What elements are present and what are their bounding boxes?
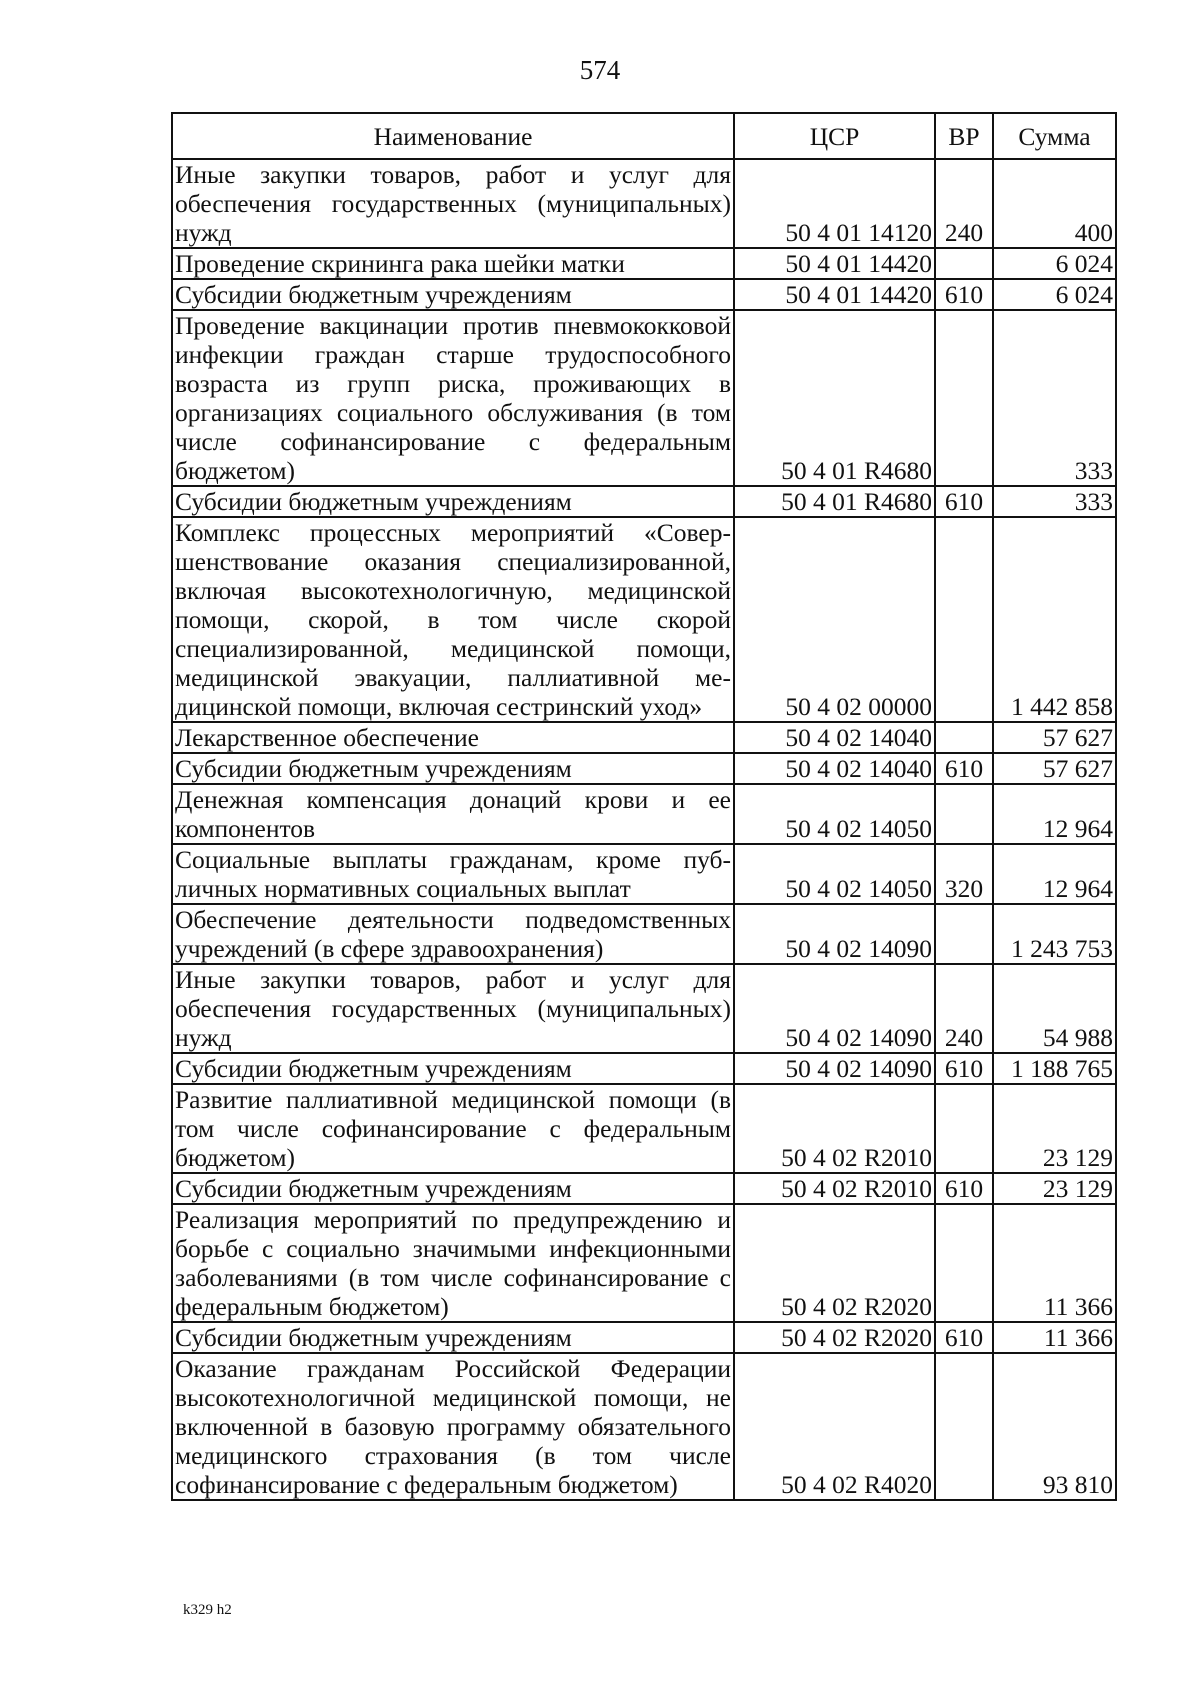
row-sum: 11 366 bbox=[993, 1204, 1116, 1322]
row-csr: 50 4 01 14420 bbox=[734, 279, 935, 310]
row-name: Проведение скрининга рака шейки матки bbox=[172, 248, 734, 279]
row-csr: 50 4 02 R4020 bbox=[734, 1353, 935, 1500]
row-name: Субсидии бюджетным учреждениям bbox=[172, 486, 734, 517]
row-vr: 240 bbox=[935, 964, 993, 1053]
row-sum: 23 129 bbox=[993, 1173, 1116, 1204]
table-row bbox=[172, 722, 1116, 753]
header-sum: Сумма bbox=[993, 113, 1116, 159]
table-row bbox=[172, 1204, 1116, 1322]
row-name: Социальные выплаты гражданам, кроме публичных нормативных социальных выплат bbox=[172, 844, 734, 904]
row-name: Субсидии бюджетным учреждениям bbox=[172, 1173, 734, 1204]
row-sum: 6 024 bbox=[993, 279, 1116, 310]
header-csr: ЦСР bbox=[734, 113, 935, 159]
table-row bbox=[172, 1053, 1116, 1084]
row-sum: 6 024 bbox=[993, 248, 1116, 279]
row-csr: 50 4 01 14120 bbox=[734, 159, 935, 248]
row-name: Обеспечение деятельности подведомственных учреждений (в сфере здравоохранения) bbox=[172, 904, 734, 964]
row-sum: 54 988 bbox=[993, 964, 1116, 1053]
table-row bbox=[172, 486, 1116, 517]
row-csr: 50 4 02 R2020 bbox=[734, 1322, 935, 1353]
row-name: Лекарственное обеспечение bbox=[172, 722, 734, 753]
row-csr: 50 4 02 14090 bbox=[734, 964, 935, 1053]
row-vr bbox=[935, 722, 993, 753]
row-csr: 50 4 02 14050 bbox=[734, 784, 935, 844]
row-name: Реализация мероприятий по предупреждению и борьбе с социально значимыми инфекционными заболеваниями (в том числе софинансирование с федеральным бюджетом) bbox=[172, 1204, 734, 1322]
row-name: Комплекс процессных мероприятий «Совершенствование оказания специализированной, включая высокотехнологичную, медицинской помощи, скорой, в том числе скорой специализированной, медицинской помощи, медицинской эвакуации, паллиативной медицинской помощи, включая сестринский уход» bbox=[172, 517, 734, 722]
table-row bbox=[172, 904, 1116, 964]
row-vr bbox=[935, 904, 993, 964]
row-csr: 50 4 02 R2010 bbox=[734, 1084, 935, 1173]
row-vr: 610 bbox=[935, 753, 993, 784]
row-name: Денежная компенсация донаций крови и ее компонентов bbox=[172, 784, 734, 844]
header-vr: ВР bbox=[935, 113, 993, 159]
row-vr: 610 bbox=[935, 279, 993, 310]
header-name: Наименование bbox=[172, 113, 734, 159]
row-csr: 50 4 02 14050 bbox=[734, 844, 935, 904]
table-row bbox=[172, 248, 1116, 279]
table-row bbox=[172, 964, 1116, 1053]
row-name: Развитие паллиативной медицинской помощи (в том числе софинансирование с федеральным бюджетом) bbox=[172, 1084, 734, 1173]
row-csr: 50 4 01 R4680 bbox=[734, 310, 935, 486]
row-sum: 93 810 bbox=[993, 1353, 1116, 1500]
table-row bbox=[172, 310, 1116, 486]
row-name: Иные закупки товаров, работ и услуг для обеспечения государственных (муниципальных) нужд bbox=[172, 964, 734, 1053]
row-vr bbox=[935, 1084, 993, 1173]
row-csr: 50 4 02 14040 bbox=[734, 753, 935, 784]
footer-code: k329 h2 bbox=[183, 1602, 232, 1618]
row-csr: 50 4 02 R2020 bbox=[734, 1204, 935, 1322]
row-name: Проведение вакцинации против пневмококковой инфекции граждан старше трудоспособного возраста из групп риска, проживающих в организациях социального обслуживания (в том числе софинансирование с федеральным бюджетом) bbox=[172, 310, 734, 486]
row-sum: 57 627 bbox=[993, 753, 1116, 784]
row-csr: 50 4 02 00000 bbox=[734, 517, 935, 722]
table-row bbox=[172, 1084, 1116, 1173]
row-sum: 1 243 753 bbox=[993, 904, 1116, 964]
table-row bbox=[172, 279, 1116, 310]
row-name: Иные закупки товаров, работ и услуг для обеспечения государственных (муниципальных) нужд bbox=[172, 159, 734, 248]
row-sum: 12 964 bbox=[993, 844, 1116, 904]
row-sum: 400 bbox=[993, 159, 1116, 248]
table-row bbox=[172, 517, 1116, 722]
row-csr: 50 4 02 14040 bbox=[734, 722, 935, 753]
row-vr bbox=[935, 1353, 993, 1500]
row-csr: 50 4 02 14090 bbox=[734, 904, 935, 964]
row-vr bbox=[935, 517, 993, 722]
row-csr: 50 4 01 14420 bbox=[734, 248, 935, 279]
row-sum: 1 188 765 bbox=[993, 1053, 1116, 1084]
row-sum: 333 bbox=[993, 310, 1116, 486]
table-row bbox=[172, 784, 1116, 844]
row-vr: 610 bbox=[935, 1053, 993, 1084]
row-csr: 50 4 02 14090 bbox=[734, 1053, 935, 1084]
row-sum: 23 129 bbox=[993, 1084, 1116, 1173]
row-name: Субсидии бюджетным учреждениям bbox=[172, 279, 734, 310]
row-vr: 320 bbox=[935, 844, 993, 904]
row-sum: 12 964 bbox=[993, 784, 1116, 844]
row-vr bbox=[935, 248, 993, 279]
row-vr: 610 bbox=[935, 486, 993, 517]
table-row bbox=[172, 1322, 1116, 1353]
row-name: Субсидии бюджетным учреждениям bbox=[172, 1053, 734, 1084]
table-row bbox=[172, 159, 1116, 248]
row-vr bbox=[935, 784, 993, 844]
row-sum: 11 366 bbox=[993, 1322, 1116, 1353]
row-name: Субсидии бюджетным учреждениям bbox=[172, 1322, 734, 1353]
row-vr: 240 bbox=[935, 159, 993, 248]
row-csr: 50 4 01 R4680 bbox=[734, 486, 935, 517]
row-sum: 333 bbox=[993, 486, 1116, 517]
row-sum: 57 627 bbox=[993, 722, 1116, 753]
budget-table bbox=[171, 112, 1117, 1501]
table-row bbox=[172, 1353, 1116, 1500]
table-row bbox=[172, 753, 1116, 784]
page-number: 574 bbox=[579, 55, 621, 85]
row-vr: 610 bbox=[935, 1173, 993, 1204]
row-csr: 50 4 02 R2010 bbox=[734, 1173, 935, 1204]
row-sum: 1 442 858 bbox=[993, 517, 1116, 722]
table-row bbox=[172, 844, 1116, 904]
row-name: Оказание гражданам Российской Федерации высокотехнологичной медицинской помощи, не включенной в базовую программу обязательного медицинского страхования (в том числе софинансирование с федеральным бюджетом) bbox=[172, 1353, 734, 1500]
row-vr: 610 bbox=[935, 1322, 993, 1353]
row-vr bbox=[935, 1204, 993, 1322]
table-header-row bbox=[172, 113, 1116, 159]
row-vr bbox=[935, 310, 993, 486]
table-row bbox=[172, 1173, 1116, 1204]
row-name: Субсидии бюджетным учреждениям bbox=[172, 753, 734, 784]
